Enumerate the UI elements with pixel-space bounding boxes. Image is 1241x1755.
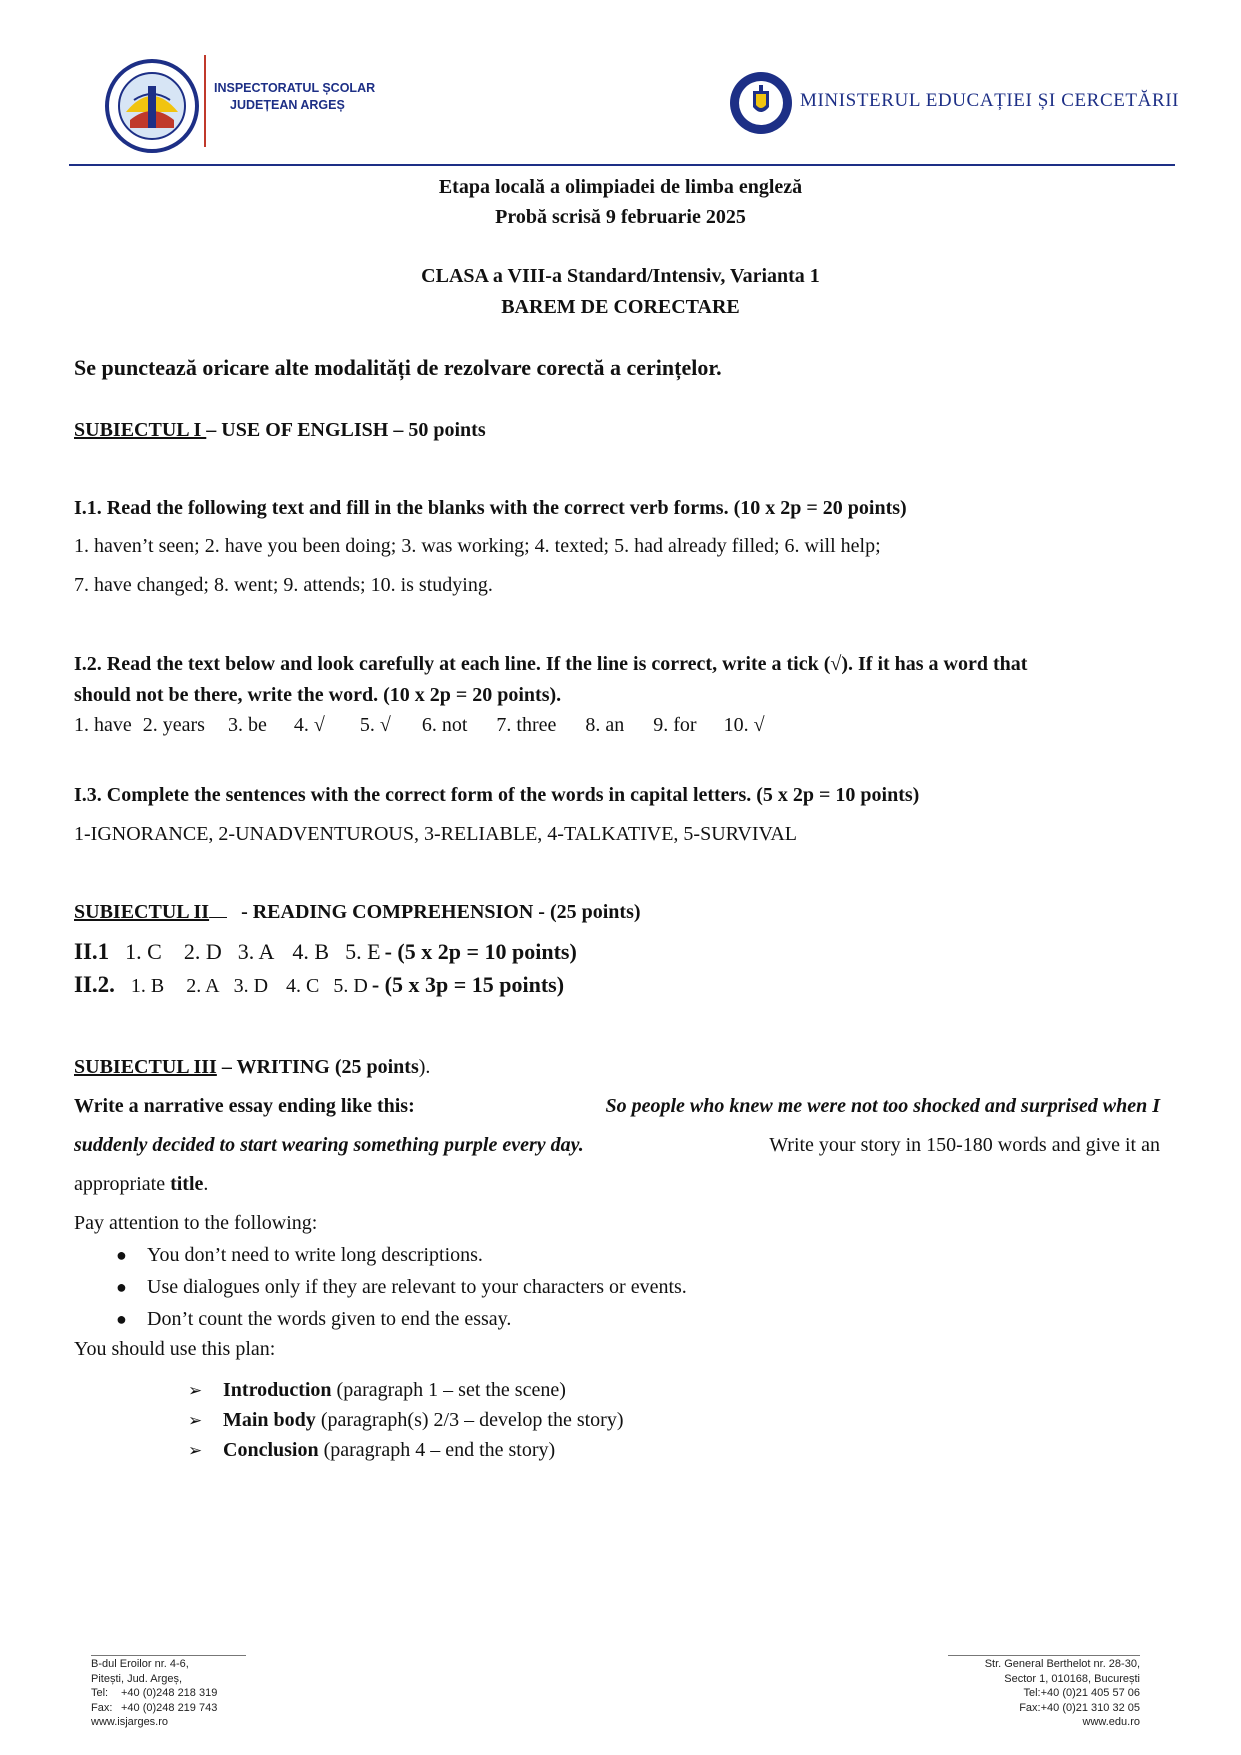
task-instructions: Write your story in 150-180 words and give it an [769, 1134, 1160, 1156]
title-line-3: CLASA a VIII-a Standard/Intensiv, Varianta 1 [421, 265, 820, 287]
i2-answer: 10. √ [723, 714, 765, 736]
task-line-2 [74, 1134, 1160, 1157]
ministry-name: MINISTERUL EDUCAȚIEI ȘI CERCETĂRII [800, 90, 1180, 111]
bullet-dot-icon: ● [116, 1277, 127, 1297]
title-line-4: BAREM DE CORECTARE [501, 296, 740, 318]
ii1-answer: 2. D [183, 939, 222, 964]
i2-answer: 8. an [585, 714, 625, 736]
i3-title: I.3. Complete the sentences with the correct form of the words in capital letters. (5 x 2p = 10 points) [74, 784, 920, 806]
header-rule [69, 164, 1175, 166]
task-period: . [203, 1173, 209, 1195]
bullet-dot-icon: ● [116, 1309, 127, 1329]
i2-answers [74, 714, 765, 737]
footer-phone: +40 (0)21 405 57 06 [1040, 1687, 1140, 1699]
i1-answers-line-2: 7. have changed; 8. went; 9. attends; 10. is studying. [74, 574, 493, 596]
footer-label: Fax: [1019, 1701, 1041, 1714]
i2-answer: 9. for [653, 714, 697, 736]
scoring-note: Se punctează oricare alte modalități de rezolvare corectă a cerințelor. [74, 355, 722, 380]
i2-answer: 5. √ [359, 714, 391, 736]
i2-title-line-2: should not be there, write the word. (10 x 2p = 20 points). [74, 684, 562, 706]
subject-2-title: - READING COMPREHENSION - (25 points) [241, 901, 641, 923]
plan-intro: You should use this plan: [74, 1338, 276, 1360]
isj-name [214, 80, 375, 114]
plan-item-text: (paragraph 1 – set the scene) [331, 1379, 566, 1401]
arrow-bullet-icon: ➢ [188, 1411, 203, 1430]
bullet-dot-icon: ● [116, 1245, 127, 1265]
essay-ending-part-2: suddenly decided to start wearing something purple every day. [74, 1134, 584, 1156]
task-intro: Write a narrative essay ending like this: [74, 1095, 415, 1117]
subject-2-label: SUBIECTUL II [74, 901, 210, 923]
i2-title-line-1: I.2. Read the text below and look carefully at each line. If the line is correct, write a tick (√). If it has a word that [74, 653, 1028, 675]
i1-answers-line-1: 1. haven’t seen; 2. have you been doing; 3. was working; 4. texted; 5. had already filled; 6. will help; [74, 535, 881, 557]
footer-fax: +40 (0)248 219 743 [121, 1701, 218, 1714]
isj-name-line1: INSPECTORATUL ȘCOLAR [214, 81, 376, 95]
ii2-answer: 5. D [333, 975, 368, 997]
subject-2-heading [74, 901, 641, 924]
arrow-bullet-icon: ➢ [188, 1441, 203, 1460]
i2-answer: 2. years [142, 714, 205, 736]
footer-line: Sector 1, 010168, București [1004, 1672, 1140, 1685]
bullet-item: You don’t need to write long descriptions. [147, 1244, 483, 1266]
footer-line: Pitești, Jud. Argeș, [91, 1672, 183, 1685]
footer-fax: +40 (0)21 310 32 05 [1040, 1701, 1140, 1714]
subject-1-title: – USE OF ENGLISH – 50 points [206, 419, 486, 441]
plan-item [223, 1379, 566, 1402]
footer-line: B-dul Eroilor nr. 4-6, [91, 1658, 189, 1670]
isj-arges-seal-icon [104, 58, 200, 154]
plan-item-text: (paragraph 4 – end the story) [318, 1439, 556, 1461]
ii2-answer: 4. C [286, 975, 320, 997]
footer-isj-address [91, 1657, 217, 1730]
footer-website[interactable]: www.isjarges.ro [91, 1716, 169, 1728]
bullet-item: Use dialogues only if they are relevant to your characters or events. [147, 1276, 687, 1298]
footer-phone: +40 (0)248 218 319 [121, 1687, 218, 1699]
i2-answer: 1. have [74, 714, 132, 736]
ii1-answer: 5. E [345, 939, 381, 964]
footer-line: Str. General Berthelot nr. 28-30, [984, 1658, 1140, 1670]
ii2-label: II.2. [74, 972, 115, 997]
bullet-item: Don’t count the words given to end the essay. [147, 1308, 512, 1330]
plan-item [223, 1409, 624, 1432]
footer-rule-left [91, 1655, 246, 1656]
isj-name-line2: JUDEȚEAN ARGEȘ [230, 98, 345, 112]
ministry-coat-of-arms-icon [729, 71, 793, 135]
subject-1-heading [74, 419, 486, 442]
subject-1-label: SUBIECTUL I [74, 419, 207, 441]
ii2-answer: 2. A [186, 975, 220, 997]
essay-ending-part-1: So people who knew me were not too shocked and surprised when I [605, 1095, 1160, 1117]
header-divider [204, 55, 206, 147]
title-line-2: Probă scrisă 9 februarie 2025 [495, 206, 746, 228]
i2-answer: 7. three [496, 714, 557, 736]
ii1-row [74, 939, 577, 965]
i2-answer: 4. √ [293, 714, 325, 736]
footer-label: Tel: [91, 1687, 109, 1699]
plan-item-label: Conclusion [223, 1439, 319, 1461]
ii2-answer: 3. D [233, 975, 269, 997]
i1-title: I.1. Read the following text and fill in the blanks with the correct verb forms. (10 x 2p = 20 points) [74, 497, 907, 519]
ii1-answer: 3. A [237, 939, 275, 964]
i2-answer: 3. be [227, 714, 267, 736]
i3-answers: 1-IGNORANCE, 2-UNADVENTUROUS, 3-RELIABLE, 4-TALKATIVE, 5-SURVIVAL [74, 823, 798, 845]
ii2-row [74, 972, 564, 998]
ii1-answer: 4. B [292, 939, 330, 964]
ii2-answer: 1. B [130, 975, 165, 997]
task-title-word: title [170, 1173, 204, 1195]
subject-3-heading [74, 1056, 430, 1079]
task-appropriate: appropriate [74, 1173, 171, 1195]
footer-label: Tel: [1023, 1687, 1041, 1699]
task-line-1 [74, 1095, 1160, 1118]
footer-ministry-address [940, 1657, 1140, 1730]
footer-website[interactable]: www.edu.ro [1082, 1716, 1140, 1728]
ii2-score: - (5 x 3p = 15 points) [371, 972, 565, 997]
plan-item-label: Introduction [223, 1379, 332, 1401]
subject-3-end: ). [418, 1056, 431, 1078]
plan-item [223, 1439, 555, 1462]
ii1-label: II.1 [74, 939, 110, 964]
subject-3-label: SUBIECTUL III [74, 1056, 217, 1078]
arrow-bullet-icon: ➢ [188, 1381, 203, 1400]
attention-line: Pay attention to the following: [74, 1212, 318, 1234]
title-line-1: Etapa locală a olimpiadei de limba engleză [438, 176, 803, 198]
footer-label: Fax: [91, 1701, 113, 1714]
plan-item-text: (paragraph(s) 2/3 – develop the story) [315, 1409, 624, 1431]
plan-item-label: Main body [223, 1409, 316, 1431]
footer-rule-right [948, 1655, 1140, 1656]
task-line-3 [74, 1173, 208, 1196]
ii1-score: - (5 x 2p = 10 points) [384, 939, 577, 964]
i2-answer: 6. not [421, 714, 468, 736]
ii1-answer: 1. C [125, 939, 162, 964]
subject-3-title: – WRITING (25 points [221, 1056, 419, 1078]
